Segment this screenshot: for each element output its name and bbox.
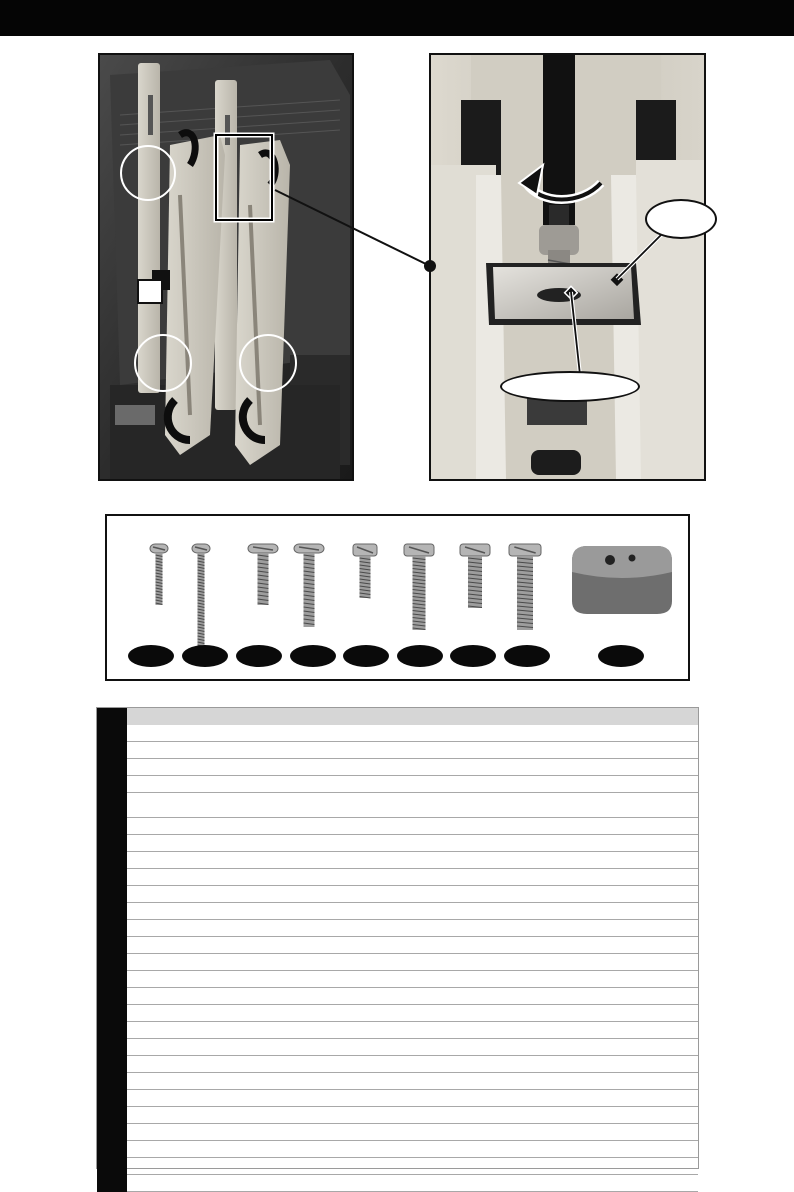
hardware-label-oval: [598, 645, 644, 667]
row-key-cell: [97, 776, 127, 793]
row-key-cell: [97, 1056, 127, 1073]
row-key-cell: [97, 886, 127, 903]
table-row: [97, 835, 698, 852]
table-row: [97, 742, 698, 759]
header-fill: [127, 708, 698, 725]
table-row: [97, 725, 698, 742]
row-key-cell: [97, 1175, 127, 1192]
row-key-cell: [97, 1107, 127, 1124]
hardware-kit-panel: [105, 514, 690, 681]
table-row: [97, 1158, 698, 1175]
table-row: [97, 1107, 698, 1124]
table-row: [97, 1039, 698, 1056]
screw-item: [150, 544, 168, 605]
table-row: [97, 886, 698, 903]
screw-item: [248, 544, 278, 605]
connector-line: [0, 0, 794, 500]
row-key-cell: [97, 725, 127, 742]
row-key-cell: [97, 920, 127, 937]
screw-item: [509, 544, 541, 630]
screw-item: [192, 544, 210, 647]
hardware-label-oval: [343, 645, 389, 667]
row-key-cell: [97, 971, 127, 988]
row-key-cell: [97, 1124, 127, 1141]
table-row: [97, 903, 698, 920]
row-key-cell: [97, 869, 127, 886]
row-key-cell: [97, 954, 127, 971]
spacer-block: [572, 546, 672, 614]
hardware-label-oval: [397, 645, 443, 667]
table-row: [97, 988, 698, 1005]
hardware-label-oval: [290, 645, 336, 667]
screw-item: [353, 544, 377, 598]
table-header-row: [97, 708, 698, 725]
table-row: [97, 1073, 698, 1090]
table-row: [97, 971, 698, 988]
row-key-cell: [97, 1158, 127, 1175]
screw-item: [460, 544, 490, 608]
row-key-cell: [97, 1141, 127, 1158]
row-key-cell: [97, 759, 127, 776]
hardware-label-oval: [450, 645, 496, 667]
row-key-cell: [97, 742, 127, 759]
parts-list-table: [96, 707, 699, 1169]
table-row: [97, 1175, 698, 1192]
table-row: [97, 1005, 698, 1022]
row-key-cell: [97, 1073, 127, 1090]
table-row: [97, 1022, 698, 1039]
row-key-cell: [97, 937, 127, 954]
table-row: [97, 869, 698, 886]
table-row: [97, 818, 698, 835]
table-row: [97, 954, 698, 971]
hardware-illustrations: [107, 516, 687, 678]
row-key-cell: [97, 852, 127, 869]
table-row: [97, 920, 698, 937]
table-row: [97, 793, 698, 818]
table-row: [97, 1124, 698, 1141]
table-row: [97, 1090, 698, 1107]
table-row: [97, 1141, 698, 1158]
hardware-label-oval: [182, 645, 228, 667]
row-key-cell: [97, 835, 127, 852]
row-key-cell: [97, 1039, 127, 1056]
screw-item: [294, 544, 324, 627]
row-key-cell: [97, 988, 127, 1005]
row-key-cell: [97, 793, 127, 818]
table-row: [97, 759, 698, 776]
table-row: [97, 1056, 698, 1073]
table-row: [97, 852, 698, 869]
row-key-cell: [97, 708, 127, 725]
screw-item: [404, 544, 434, 630]
row-key-cell: [97, 1022, 127, 1039]
row-key-cell: [97, 818, 127, 835]
row-key-cell: [97, 903, 127, 920]
hardware-label-oval: [128, 645, 174, 667]
row-key-cell: [97, 1090, 127, 1107]
hardware-label-oval: [504, 645, 550, 667]
row-key-cell: [97, 1005, 127, 1022]
hardware-label-oval: [236, 645, 282, 667]
table-row: [97, 937, 698, 954]
table-row: [97, 776, 698, 793]
